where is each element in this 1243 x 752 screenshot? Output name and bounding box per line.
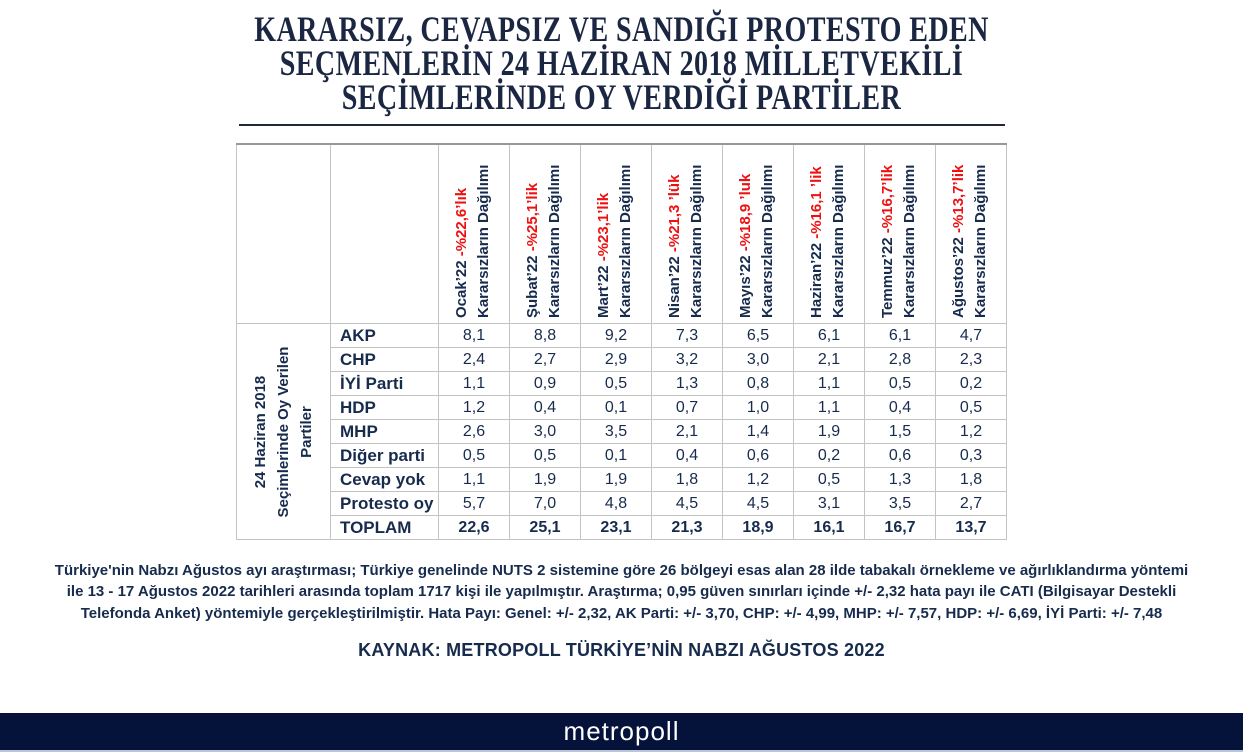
- value-cell: 0,5: [581, 372, 652, 396]
- value-cell: 5,7: [439, 492, 510, 516]
- column-month-label: Nisan’22: [666, 256, 683, 318]
- column-month-label: Şubat’22: [524, 255, 541, 318]
- value-cell: 0,3: [936, 444, 1007, 468]
- value-cell: 2,7: [510, 348, 581, 372]
- value-cell: 8,8: [510, 324, 581, 348]
- column-month-label: Ağustos’22: [950, 237, 967, 318]
- value-cell: 2,3: [936, 348, 1007, 372]
- value-cell: 0,5: [510, 444, 581, 468]
- value-cell: 2,9: [581, 348, 652, 372]
- column-percent-label: -%16,7’lik: [879, 164, 896, 234]
- page-title: [137, 9, 1107, 117]
- column-percent-label: -%16,1 ’lik: [808, 166, 825, 239]
- column-percent-label: -%22,6’lık: [453, 187, 470, 257]
- value-cell: 0,1: [581, 396, 652, 420]
- value-cell: 23,1: [581, 516, 652, 540]
- column-sub-label: Kararsızların Dağılımı: [688, 164, 705, 318]
- rotated-header-text: [948, 146, 994, 322]
- value-cell: 0,4: [865, 396, 936, 420]
- value-cell: 3,1: [794, 492, 865, 516]
- column-month-label: Mayıs’22: [737, 255, 754, 318]
- value-cell: 4,5: [652, 492, 723, 516]
- value-cell: 0,4: [510, 396, 581, 420]
- row-label: CHP: [331, 348, 439, 372]
- value-cell: 0,6: [723, 444, 794, 468]
- metropoll-logo: metropoll: [563, 716, 680, 746]
- row-label: Cevap yok: [331, 468, 439, 492]
- value-cell: 0,9: [510, 372, 581, 396]
- column-sub-label: Kararsızların Dağılımı: [475, 164, 492, 318]
- table-row-hdp: [237, 396, 1007, 420]
- title-underline: [239, 124, 1005, 126]
- column-sub-label: Kararsızların Dağılımı: [901, 164, 918, 318]
- rotated-header-text: [451, 146, 497, 322]
- rotated-header-text: [664, 146, 710, 322]
- value-cell: 1,4: [723, 420, 794, 444]
- column-header-nisan: [652, 144, 723, 324]
- column-header-haziran: [794, 144, 865, 324]
- title-line-1: KARARSIZ, CEVAPSIZ VE SANDIĞI PROTESTO EDEN: [254, 9, 989, 49]
- value-cell: 25,1: [510, 516, 581, 540]
- value-cell: 6,1: [794, 324, 865, 348]
- value-cell: 0,2: [936, 372, 1007, 396]
- value-cell: 1,1: [794, 396, 865, 420]
- value-cell: 9,2: [581, 324, 652, 348]
- header-row: [237, 144, 1007, 324]
- row-label: Protesto oy: [331, 492, 439, 516]
- value-cell: 8,1: [439, 324, 510, 348]
- methodology-note: Türkiye'nin Nabzı Ağustos ayı araştırması; Türkiye genelinde NUTS 2 sistemine göre 26 bölgeyi esas alan 28 ilde tabakalı örnekleme ve ağırlıklandırma yöntemi ile 13 - 17 Ağustos 2022 tarihleri arasında toplam 1717 kişi ile yapılmıştır. Araştırma; 0,95 güven sınırları içinde +/- 2,32 hata payı ile CATI (Bilgisayar Destekli Telefonda Anket) yöntemiyle gerçekleştirilmiştir. Hata Payı: Genel: +/- 2,32, AK Parti: +/- 3,70, CHP: +/- 4,99, MHP: +/- 7,57, HDP: +/- 6,69, İYİ Parti: +/- 7,48: [54, 562, 1189, 622]
- poll-results-table: [236, 143, 1007, 540]
- rotated-side-label: [249, 328, 319, 536]
- value-cell: 13,7: [936, 516, 1007, 540]
- table-row-mhp: [237, 420, 1007, 444]
- column-sub-label: Kararsızların Dağılımı: [546, 164, 563, 318]
- table-row-akp: [237, 324, 1007, 348]
- row-label: Diğer parti: [331, 444, 439, 468]
- value-cell: 0,5: [936, 396, 1007, 420]
- value-cell: 3,0: [510, 420, 581, 444]
- column-month-label: Haziran’22: [808, 242, 825, 318]
- rotated-header-text: [735, 146, 781, 322]
- side-label-line-1: 24 Haziran 2018: [251, 375, 269, 488]
- rotated-header-text: [522, 146, 568, 322]
- value-cell: 1,5: [865, 420, 936, 444]
- column-header-ocak: [439, 144, 510, 324]
- column-header-temmuz: [865, 144, 936, 324]
- column-header-mayis: [723, 144, 794, 324]
- empty-corner-cell: [331, 144, 439, 324]
- value-cell: 1,2: [936, 420, 1007, 444]
- empty-corner-cell: [237, 144, 331, 324]
- table-row-chp: [237, 348, 1007, 372]
- side-label-line-3: Partiler: [297, 405, 315, 458]
- table-row-iyi-parti: [237, 372, 1007, 396]
- column-header-mart: [581, 144, 652, 324]
- value-cell: 0,6: [865, 444, 936, 468]
- rotated-header-text: [806, 146, 852, 322]
- value-cell: 1,0: [723, 396, 794, 420]
- row-group-label: [237, 324, 331, 540]
- value-cell: 0,5: [794, 468, 865, 492]
- value-cell: 0,1: [581, 444, 652, 468]
- value-cell: 0,5: [865, 372, 936, 396]
- column-sub-label: Kararsızların Dağılımı: [972, 164, 989, 318]
- column-header-subat: [510, 144, 581, 324]
- value-cell: 6,1: [865, 324, 936, 348]
- value-cell: 3,2: [652, 348, 723, 372]
- value-cell: 7,0: [510, 492, 581, 516]
- value-cell: 16,7: [865, 516, 936, 540]
- value-cell: 0,5: [439, 444, 510, 468]
- column-sub-label: Kararsızların Dağılımı: [830, 164, 847, 318]
- column-month-label: Ocak’22: [453, 260, 470, 318]
- rotated-header-text: [877, 146, 923, 322]
- column-percent-label: -%13,7’lik: [950, 164, 967, 233]
- table-row-toplam: [237, 516, 1007, 540]
- value-cell: 3,0: [723, 348, 794, 372]
- value-cell: 7,3: [652, 324, 723, 348]
- column-header-agustos: [936, 144, 1007, 324]
- title-line-3: SEÇİMLERİNDE OY VERDİĞİ PARTİLER: [341, 77, 902, 117]
- value-cell: 1,9: [510, 468, 581, 492]
- row-label: HDP: [331, 396, 439, 420]
- rotated-header-text: [593, 146, 639, 322]
- row-label: AKP: [331, 324, 439, 348]
- table-row-protesto-oy: [237, 492, 1007, 516]
- value-cell: 0,7: [652, 396, 723, 420]
- value-cell: 6,5: [723, 324, 794, 348]
- source-line: KAYNAK: METROPOLL TÜRKİYE’NİN NABZI AĞUSTOS 2022: [358, 640, 885, 661]
- value-cell: 2,7: [936, 492, 1007, 516]
- column-percent-label: -%21,3 ’lük: [666, 174, 683, 253]
- value-cell: 2,8: [865, 348, 936, 372]
- value-cell: 0,2: [794, 444, 865, 468]
- value-cell: 1,1: [794, 372, 865, 396]
- value-cell: 1,3: [865, 468, 936, 492]
- value-cell: 0,8: [723, 372, 794, 396]
- value-cell: 3,5: [865, 492, 936, 516]
- table-row-cevap-yok: [237, 468, 1007, 492]
- column-percent-label: -%18,9 ’luk: [737, 173, 754, 252]
- value-cell: 1,8: [936, 468, 1007, 492]
- column-percent-label: -%23,1’lik: [595, 192, 612, 262]
- value-cell: 2,1: [652, 420, 723, 444]
- side-label-line-2: Seçimlerinde Oy Verilen: [274, 346, 292, 517]
- value-cell: 1,2: [439, 396, 510, 420]
- value-cell: 1,1: [439, 372, 510, 396]
- value-cell: 1,2: [723, 468, 794, 492]
- value-cell: 21,3: [652, 516, 723, 540]
- row-label: TOPLAM: [331, 516, 439, 540]
- value-cell: 1,8: [652, 468, 723, 492]
- value-cell: 22,6: [439, 516, 510, 540]
- value-cell: 18,9: [723, 516, 794, 540]
- title-line-2: SEÇMENLERİN 24 HAZİRAN 2018 MİLLETVEKİLİ: [279, 43, 964, 83]
- column-percent-label: -%25,1’lik: [524, 182, 541, 252]
- column-sub-label: Kararsızların Dağılımı: [617, 164, 634, 318]
- table-row-diger-parti: [237, 444, 1007, 468]
- column-month-label: Temmuz’22: [879, 237, 896, 318]
- value-cell: 4,5: [723, 492, 794, 516]
- infographic-page: [0, 9, 1243, 746]
- value-cell: 16,1: [794, 516, 865, 540]
- column-month-label: Mart’22: [595, 265, 612, 318]
- value-cell: 3,5: [581, 420, 652, 444]
- value-cell: 1,1: [439, 468, 510, 492]
- value-cell: 2,6: [439, 420, 510, 444]
- value-cell: 1,3: [652, 372, 723, 396]
- column-sub-label: Kararsızların Dağılımı: [759, 164, 776, 318]
- value-cell: 4,7: [936, 324, 1007, 348]
- value-cell: 0,4: [652, 444, 723, 468]
- value-cell: 4,8: [581, 492, 652, 516]
- row-label: MHP: [331, 420, 439, 444]
- value-cell: 1,9: [794, 420, 865, 444]
- value-cell: 1,9: [581, 468, 652, 492]
- value-cell: 2,1: [794, 348, 865, 372]
- row-label: İYİ Parti: [331, 372, 439, 396]
- brand-bar: [0, 713, 1243, 750]
- value-cell: 2,4: [439, 348, 510, 372]
